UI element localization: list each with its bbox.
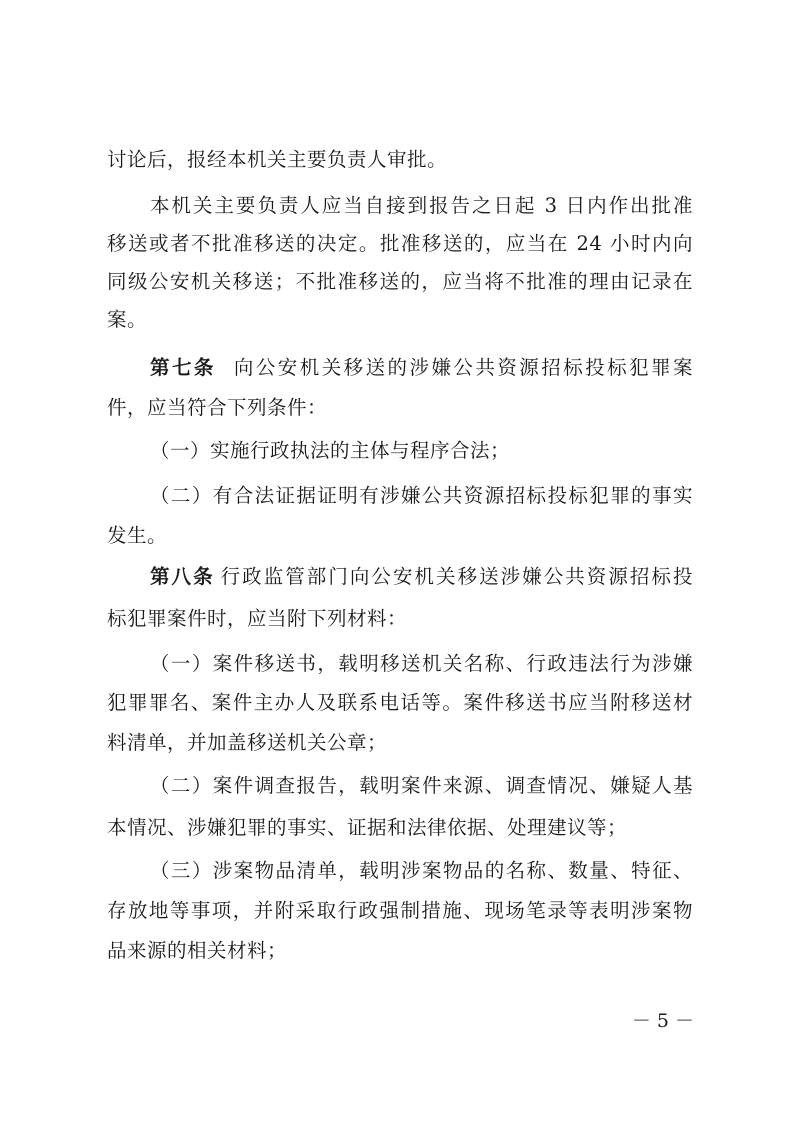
paragraph-line: 标犯罪案件时，应当附下列材料：	[107, 607, 408, 630]
article-seven-first-line	[150, 354, 693, 382]
paragraph-line: 料清单，并加盖移送机关公章；	[107, 731, 388, 754]
page-number: － 5 －	[631, 1010, 694, 1032]
paragraph-line: 同级公安机关移送；不批准移送的，应当将不批准的理由记录在	[107, 270, 693, 293]
article-heading: 第七条	[150, 356, 216, 379]
list-item: （二）案件调查报告，载明案件来源、调查情况、嫌疑人基	[150, 774, 693, 797]
paragraph-line: 发生。	[107, 524, 168, 547]
list-item: （一）案件移送书，载明移送机关名称、行政违法行为涉嫌	[150, 652, 693, 675]
list-item: （二）有合法证据证明有涉嫌公共资源招标投标犯罪的事实	[150, 484, 693, 507]
article-heading: 第八条	[150, 565, 215, 588]
list-item: （三）涉案物品清单，载明涉案物品的名称、数量、特征、	[150, 859, 693, 882]
list-item: （一）实施行政执法的主体与程序合法；	[150, 439, 511, 462]
paragraph-line: 件，应当符合下列条件：	[107, 396, 328, 419]
paragraph-line: 犯罪罪名、案件主办人及联系电话等。案件移送书应当附移送材	[107, 691, 693, 714]
paragraph-line: 本机关主要负责人应当自接到报告之日起 3 日内作出批准	[150, 194, 693, 217]
article-text: 向公安机关移送的涉嫌公共资源招标投标犯罪案	[233, 356, 693, 379]
article-eight-first-line	[150, 563, 693, 591]
paragraph-line: 品来源的相关材料；	[107, 939, 288, 962]
paragraph-line: 存放地等事项，并附采取行政强制措施、现场笔录等表明涉案物	[107, 899, 693, 922]
paragraph-line: 讨论后，报经本机关主要负责人审批。	[107, 148, 448, 171]
paragraph-line: 案。	[107, 308, 148, 331]
article-text: 行政监管部门向公安机关移送涉嫌公共资源招标投	[220, 565, 693, 588]
paragraph-line: 移送或者不批准移送的决定。批准移送的，应当在 24 小时内向	[107, 232, 693, 255]
paragraph-line: 本情况、涉嫌犯罪的事实、证据和法律依据、处理建议等；	[107, 816, 628, 839]
